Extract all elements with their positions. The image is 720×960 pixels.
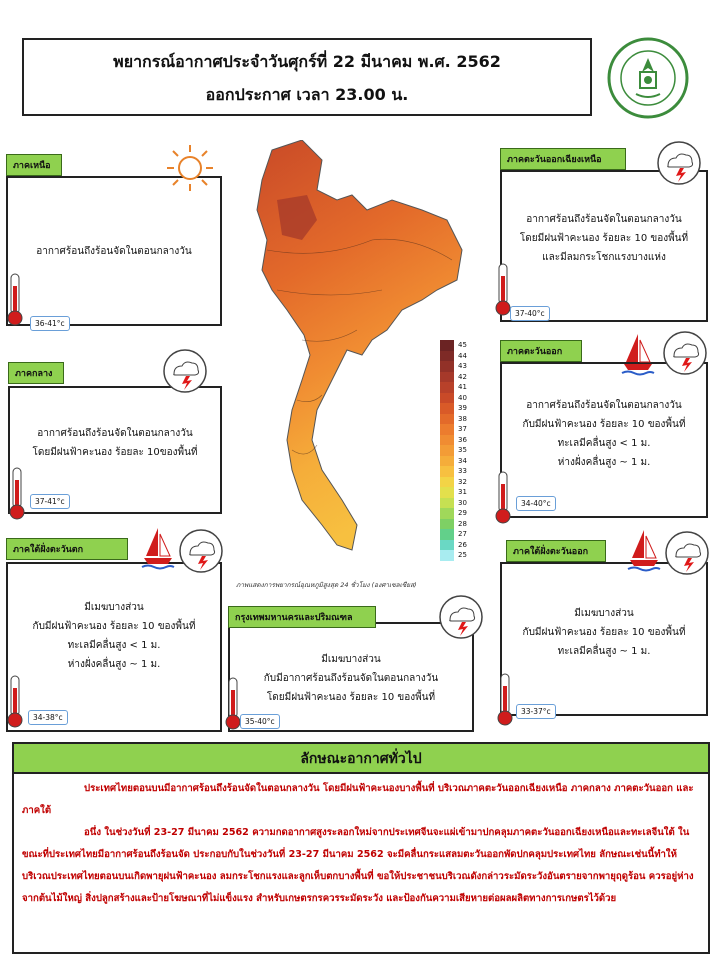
region-northeast-label: ภาคตะวันออกเฉียงเหนือ — [500, 148, 626, 170]
legend-label: 29 — [458, 509, 467, 517]
legend-cell — [440, 456, 467, 467]
legend-label: 35 — [458, 446, 467, 454]
region-south-west-line: ห่างฝั่งคลื่นสูง ~ 1 ม. — [67, 659, 161, 670]
thermometer-icon — [494, 672, 516, 728]
legend-label: 43 — [458, 362, 467, 370]
forecast-title-box — [22, 38, 592, 116]
legend-label: 38 — [458, 414, 467, 423]
region-north-line: อากาศร้อนถึงร้อนจัดในตอนกลางวัน — [36, 246, 192, 257]
legend-cell — [440, 424, 467, 435]
thermometer-icon — [6, 466, 28, 522]
sun-icon — [164, 142, 210, 188]
boat-icon — [140, 524, 176, 570]
general-weather-box — [12, 742, 710, 954]
region-northeast-line: อากาศร้อนถึงร้อนจัดในตอนกลางวัน — [526, 214, 682, 225]
legend-cell — [440, 529, 467, 540]
thunderstorm-icon — [438, 594, 484, 640]
legend-cell — [440, 466, 467, 477]
legend-cell — [440, 540, 467, 551]
region-east-line: ทะเลมีคลื่นสูง < 1 ม. — [557, 438, 651, 449]
legend-label: 45 — [458, 341, 467, 349]
boat-icon — [620, 330, 656, 376]
legend-cell — [440, 340, 467, 351]
region-south-east-line: กับมีฝนฟ้าคะนอง ร้อยละ 10 ของพื้นที่ — [522, 627, 686, 638]
thunderstorm-icon — [178, 528, 224, 574]
legend-cell — [440, 487, 467, 498]
thunderstorm-icon — [662, 330, 708, 376]
legend-label: 36 — [458, 435, 467, 444]
legend-cell — [440, 361, 467, 372]
legend-label: 41 — [458, 383, 467, 391]
region-bangkok-label: กรุงเทพมหานครและปริมณฑล — [228, 606, 376, 628]
region-northeast-line: โดยมีฝนฟ้าคะนอง ร้อยละ 10 ของพื้นที่ — [519, 233, 689, 244]
legend-cell — [440, 403, 467, 414]
legend-cell — [440, 414, 467, 425]
region-central-label: ภาคกลาง — [8, 362, 64, 384]
region-south-east-line: ทะเลมีคลื่นสูง ~ 1 ม. — [557, 646, 651, 657]
legend-label: 33 — [458, 467, 467, 475]
region-central-line: อากาศร้อนถึงร้อนจัดในตอนกลางวัน — [37, 428, 193, 439]
issue-time: ออกประกาศ เวลา 23.00 น. — [205, 85, 409, 104]
region-south-east-line: มีเมฆบางส่วน — [574, 608, 634, 619]
legend-label: 25 — [458, 551, 467, 559]
region-bangkok-line: กับมีอากาศร้อนถึงร้อนจัดในตอนกลางวัน — [263, 673, 439, 684]
legend-cell — [440, 550, 467, 561]
region-east-line: กับมีฝนฟ้าคะนอง ร้อยละ 10 ของพื้นที่ — [522, 419, 686, 430]
region-south-east-label: ภาคใต้ฝั่งตะวันออก — [506, 540, 606, 562]
forecast-title: พยากรณ์อากาศประจำวันศุกร์ที่ 22 มีนาคม พ.ศ. 2562 — [113, 52, 501, 71]
thermometer-icon — [492, 470, 514, 526]
region-east-line: อากาศร้อนถึงร้อนจัดในตอนกลางวัน — [526, 400, 682, 411]
boat-icon — [626, 526, 662, 572]
legend-cell — [440, 498, 467, 509]
region-central-temp: 37-41°c — [30, 494, 70, 509]
legend-cell — [440, 445, 467, 456]
legend-cell — [440, 435, 467, 446]
thermometer-icon — [4, 272, 26, 328]
region-bangkok-line: มีเมฆบางส่วน — [321, 654, 381, 665]
region-east-box — [500, 362, 708, 518]
legend-label: 30 — [458, 498, 467, 507]
legend-cell — [440, 519, 467, 530]
region-south-west-box — [6, 562, 222, 732]
legend-label: 32 — [458, 477, 467, 486]
region-south-west-line: ทะเลมีคลื่นสูง < 1 ม. — [67, 640, 161, 651]
thunderstorm-icon — [656, 140, 702, 186]
legend-cell — [440, 372, 467, 383]
legend-label: 40 — [458, 393, 467, 402]
legend-label: 42 — [458, 372, 467, 381]
region-north-label: ภาคเหนือ — [6, 154, 62, 176]
region-bangkok-temp: 35-40°c — [240, 714, 280, 729]
region-south-west-line: มีเมฆบางส่วน — [84, 602, 144, 613]
region-central-line: โดยมีฝนฟ้าคะนอง ร้อยละ 10ของพื้นที่ — [32, 447, 198, 458]
legend-label: 31 — [458, 488, 467, 496]
region-south-east-temp: 33-37°c — [516, 704, 556, 719]
tmd-logo — [606, 36, 690, 120]
thermometer-icon — [4, 674, 26, 730]
legend-label: 26 — [458, 540, 467, 549]
map-caption: ภาพแสดงการพยากรณ์อุณหภูมิสูงสุด 24 ชั่วโมง (องศาเซลเซียส) — [236, 581, 417, 589]
general-weather-heading: ลักษณะอากาศทั่วไป — [14, 744, 708, 774]
legend-label: 28 — [458, 519, 467, 528]
temperature-legend — [440, 340, 467, 561]
legend-label: 34 — [458, 456, 467, 465]
region-east-label: ภาคตะวันออก — [500, 340, 582, 362]
thunderstorm-icon — [162, 348, 208, 394]
region-northeast-line: และมีลมกระโชกแรงบางแห่ง — [542, 252, 666, 263]
region-north-box — [6, 176, 222, 326]
legend-cell — [440, 477, 467, 488]
region-northeast-box — [500, 170, 708, 322]
region-bangkok-line: โดยมีฝนฟ้าคะนอง ร้อยละ 10 ของพื้นที่ — [266, 692, 436, 703]
legend-cell — [440, 351, 467, 362]
region-east-temp: 34-40°c — [516, 496, 556, 511]
region-south-west-temp: 34-38°c — [28, 710, 68, 725]
region-north-temp: 36-41°c — [30, 316, 70, 331]
legend-label: 37 — [458, 425, 467, 433]
general-weather-para2: อนึ่ง ในช่วงวันที่ 23-27 มีนาคม 2562 ความกดอากาศสูงระลอกใหม่จากประเทศจีนจะแผ่เข้ามาปกคลุมภาคตะวันออกเฉียงเหนือและทะเลจีนใต้ ในขณะที่ประเทศไทยมีอากาศร้อนถึงร้อนจัด ประกอบกับในช่วงวันที่ 23-27 มีนาคม 2562 จะมีคลื่นกระแสลมตะวันออกพัดปกคลุมประเทศไทย ลักษณะเช่นนี้ทำให้บริเวณประเทศไทยตอนบนเกิดพายุฝนฟ้าคะนอง ลมกระโชกแรงและลูกเห็บตกบางพื้นที่ ขอให้ประชาชนบริเวณดังกล่าวระมัดระวังอันตรายจากพายุฤดูร้อน ควรอยู่ห่างจากต้นไม้ใหญ่ สิ่งปลูกสร้างและป้ายโฆษณาที่ไม่แข็งแรง สำหรับเกษตรกรควรระมัดระวัง และป้องกันความเสียหายต่อผลผลิตทางการเกษตรไว้ด้วย — [22, 827, 694, 904]
region-south-east-box — [500, 562, 708, 716]
legend-label: 39 — [458, 404, 467, 412]
general-weather-para1: ประเทศไทยตอนบนมีอากาศร้อนถึงร้อนจัดในตอนกลางวัน โดยมีฝนฟ้าคะนองบางพื้นที่ บริเวณภาคตะวันออกเฉียงเหนือ ภาคกลาง ภาคตะวันออก และภาคใต้ — [22, 783, 694, 816]
region-east-line: ห่างฝั่งคลื่นสูง ~ 1 ม. — [557, 457, 651, 468]
region-northeast-temp: 37-40°c — [510, 306, 550, 321]
region-south-west-label: ภาคใต้ฝั่งตะวันตก — [6, 538, 128, 560]
thunderstorm-icon — [664, 530, 710, 576]
region-south-west-line: กับมีฝนฟ้าคะนอง ร้อยละ 10 ของพื้นที่ — [32, 621, 196, 632]
legend-label: 44 — [458, 351, 467, 360]
legend-cell — [440, 508, 467, 519]
legend-cell — [440, 382, 467, 393]
legend-cell — [440, 393, 467, 404]
legend-label: 27 — [458, 530, 467, 538]
